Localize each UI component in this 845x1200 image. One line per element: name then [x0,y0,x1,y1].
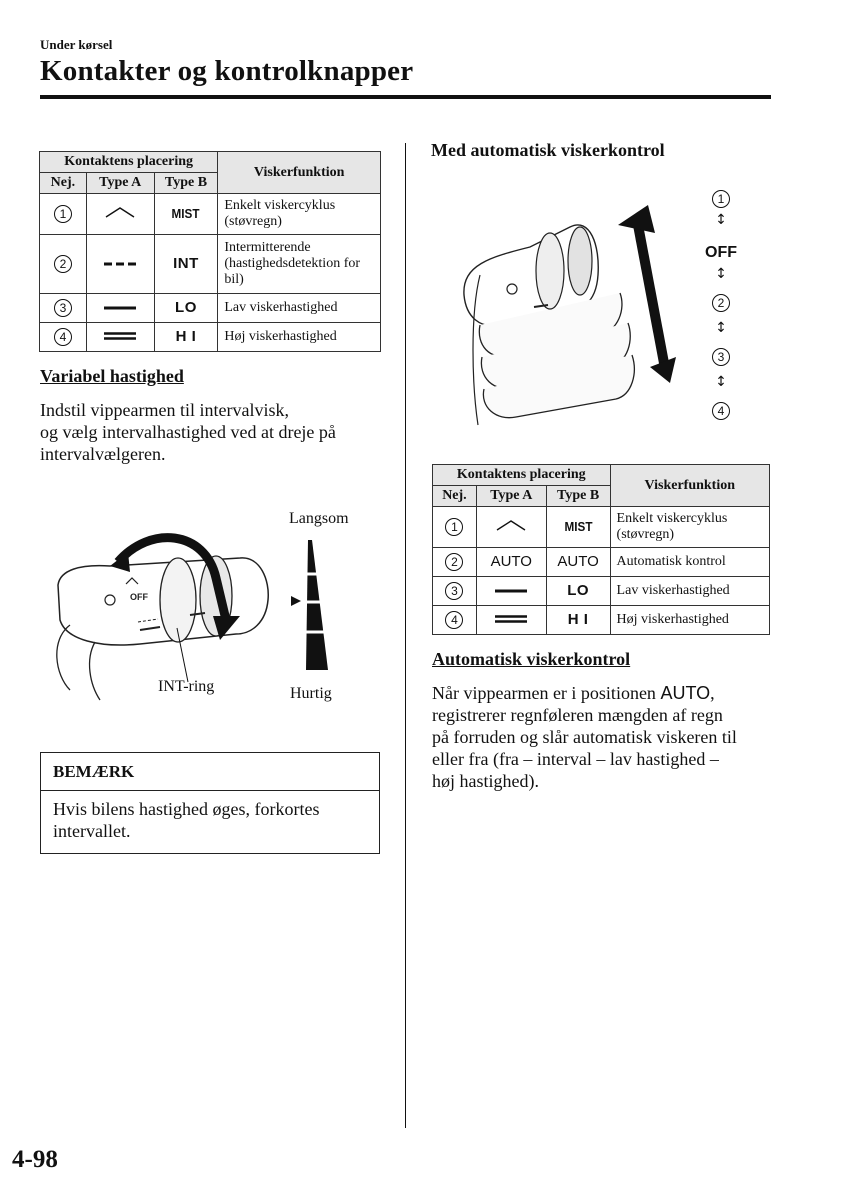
int-ring-figure [40,500,405,715]
position-off-label: OFF [705,244,737,261]
position-3-marker: 3 [712,348,730,366]
type-b-label: MIST [564,519,593,534]
up-down-small-arrow-icon: ↕ [715,374,727,390]
dashed-line-icon [102,260,138,268]
table-row [433,548,770,577]
function-text: Enkelt viskercyklus (støvregn) [610,507,769,548]
position-1-marker: 1 [712,190,730,208]
text-line: intervalvælgeren. [40,444,166,464]
table-row [40,323,381,352]
section-label: Under kørsel [40,37,113,52]
up-down-small-arrow-icon: ↕ [715,320,727,336]
type-b-label: LO [567,582,590,599]
table-row [40,235,381,294]
position-2-marker: 2 [712,294,730,312]
position-4-marker: 4 [712,402,730,420]
function-header: Viskerfunktion [610,465,769,507]
text-line: intervallet. [53,821,131,841]
type-a-label: AUTO [490,553,532,570]
up-down-small-arrow-icon: ↕ [715,212,727,228]
type-b-label: MIST [171,206,200,221]
table-row [40,194,381,235]
single-line-icon [102,304,138,312]
speed-scale-bar-icon [306,540,328,670]
col-type-a-header: Type A [86,173,154,194]
table-row [433,577,770,606]
row-number: 3 [54,299,72,317]
single-line-icon [493,587,529,595]
auto-lever-figure [450,185,710,440]
row-number: 4 [445,611,463,629]
note-box [40,752,380,854]
double-line-icon [102,331,138,341]
function-text: Intermitterende (hastighedsdetektion for bil) [218,235,381,294]
text-line: på forruden og slår automatisk viskeren til [432,727,737,747]
function-header: Viskerfunktion [218,152,381,194]
col-type-a-header: Type A [476,486,546,507]
text-line: høj hastighed). [432,771,539,791]
text-line: Indstil vippearmen til intervalvisk, [40,400,289,420]
lever-illustration [464,225,634,425]
column-divider [405,143,406,1128]
col-type-b-header: Type B [546,486,610,507]
table-row [433,606,770,635]
up-down-small-arrow-icon: ↕ [715,266,727,282]
double-line-icon [493,614,529,624]
variable-speed-heading: Variabel hastighed [40,366,184,386]
page-number: 4-98 [12,1146,58,1173]
row-number: 4 [54,328,72,346]
row-number: 3 [445,582,463,600]
col-no-header: Nej. [40,173,87,194]
text-line [432,682,777,704]
auto-section-heading: Med automatisk viskerkontrol [431,140,665,160]
text-line: Hvis bilens hastighed øges, forkortes [53,799,320,819]
note-body [53,798,369,842]
group-header: Kontaktens placering [40,152,218,173]
col-type-b-header: Type B [154,173,218,194]
auto-code-text: AUTO [660,683,711,703]
text-fragment: , [710,683,715,703]
type-b-label: H I [567,611,589,628]
row-number: 1 [445,518,463,536]
text-line: eller fra (fra – interval – lav hastighed – [432,749,719,769]
row-number: 1 [54,205,72,223]
row-number: 2 [445,553,463,571]
position-list [705,190,737,428]
label-int-ring: INT-ring [158,678,215,695]
lever-off-text: OFF [130,592,148,602]
function-text: Høj viskerhastighed [610,606,769,635]
page-title: Kontakter og kontrolknapper [40,55,414,87]
function-text: Høj viskerhastighed [218,323,381,352]
text-fragment: Når vippearmen er i positionen [432,683,661,703]
caret-symbol-icon [494,518,528,532]
type-b-label: LO [175,299,197,316]
group-header: Kontaktens placering [433,465,611,486]
text-line: og vælg intervalhastighed ved at dreje på [40,422,336,442]
label-slow: Langsom [289,510,349,527]
type-b-label: INT [173,255,199,272]
text-line: registrerer regnføleren mængden af regn [432,705,723,725]
auto-control-heading: Automatisk viskerkontrol [432,649,631,669]
type-b-label: AUTO [557,553,599,570]
caret-symbol-icon [103,205,137,219]
wiper-table-manual [39,151,381,352]
title-rule [40,95,771,99]
col-no-header: Nej. [433,486,477,507]
auto-control-text [432,682,777,792]
function-text: Enkelt viskercyklus (støvregn) [218,194,381,235]
table-row [40,294,381,323]
type-b-label: H I [175,328,197,345]
note-title: BEMÆRK [41,753,379,791]
variable-speed-text [40,399,400,465]
function-text: Automatisk kontrol [610,548,769,577]
function-text: Lav viskerhastighed [610,577,769,606]
row-number: 2 [54,255,72,273]
wiper-table-auto [432,464,770,635]
label-fast: Hurtig [290,685,332,702]
function-text: Lav viskerhastighed [218,294,381,323]
table-row [433,507,770,548]
selected-speed-marker-icon [291,596,301,606]
